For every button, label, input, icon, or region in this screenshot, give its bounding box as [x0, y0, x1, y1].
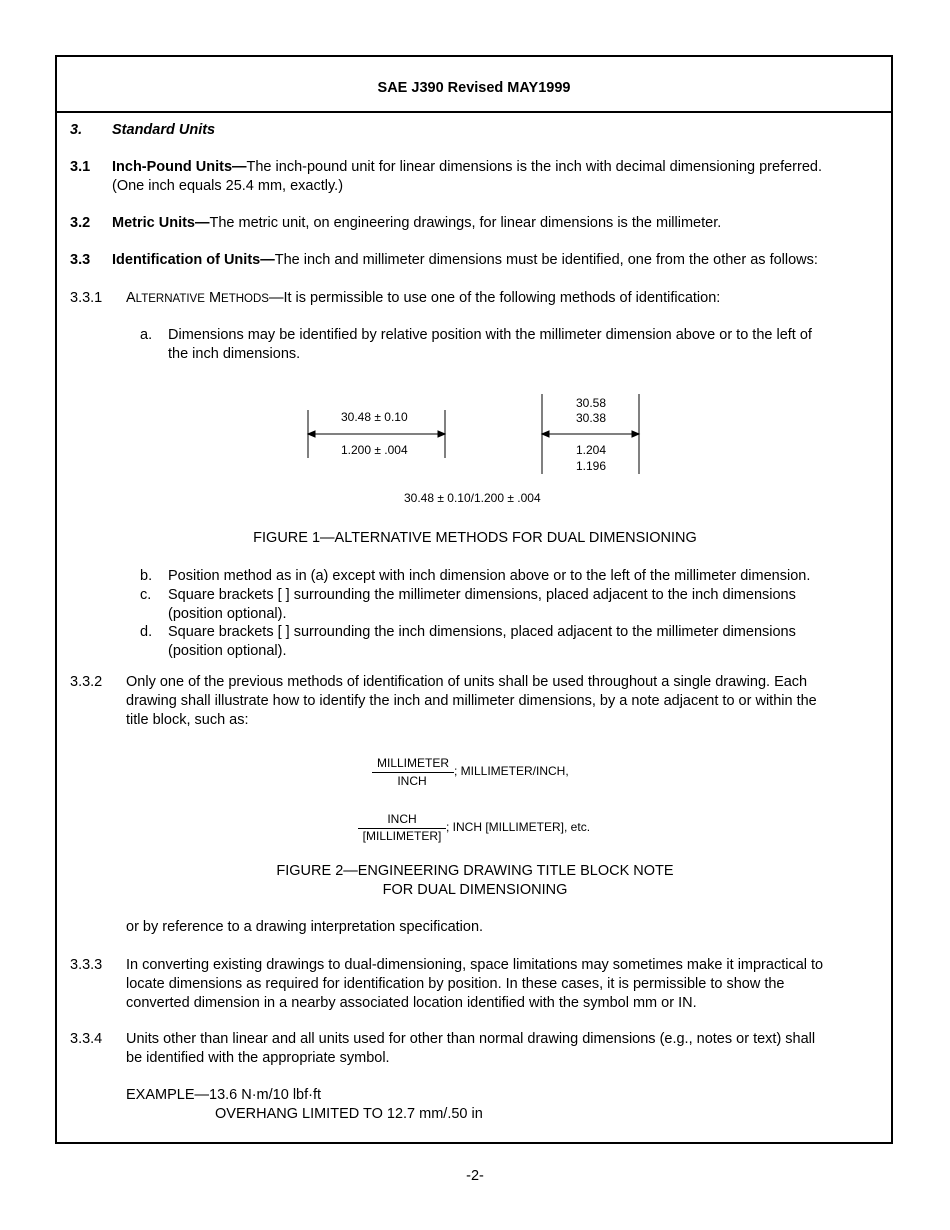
- list-d-line2: (position optional).: [168, 643, 287, 659]
- fig1-right-bottom2: 1.196: [576, 459, 607, 473]
- section-3-3-4-number: 3.3.4: [70, 1031, 103, 1047]
- list-b-label: b.: [140, 568, 153, 584]
- fig2-frac1-tail: ; MILLIMETER/INCH,: [454, 764, 569, 778]
- list-b-text: Position method as in (a) except with inch dimension above or to the left of the millimeter dimension.: [168, 568, 811, 584]
- section-3-1-number: 3.1: [70, 159, 91, 175]
- fig1-left-top: 30.48 ± 0.10: [341, 410, 408, 424]
- list-c-line2: (position optional).: [168, 606, 287, 622]
- section-3-3-4-line2: be identified with the appropriate symbol.: [126, 1050, 390, 1066]
- smallcaps-m: M: [208, 290, 222, 306]
- section-3-3-4-line1: Units other than linear and all units used for other than normal drawing dimensions (e.g., notes or text) shall: [126, 1031, 816, 1047]
- section-3-3-3-line1: In converting existing drawings to dual-dimensioning, space limitations may sometimes make it impractical to: [126, 957, 824, 973]
- section-3-3-1-text: It is permissible to use one of the following methods of identification:: [283, 290, 721, 306]
- fig1-inline: 30.48 ± 0.10/1.200 ± .004: [404, 491, 541, 505]
- fig1-right-bottom1: 1.204: [576, 443, 607, 457]
- smallcaps-a: A: [126, 290, 136, 306]
- section-3-3-2-number: 3.3.2: [70, 674, 103, 690]
- section-3-3-1-number: 3.3.1: [70, 290, 103, 306]
- figure-2-caption-line2: FOR DUAL DIMENSIONING: [382, 882, 568, 898]
- fig2-frac2-numerator: INCH: [387, 812, 417, 826]
- smallcaps-lternative: LTERNATIVE: [135, 293, 205, 305]
- fig1-right-top1: 30.58: [576, 396, 607, 410]
- section-3-3-number: 3.3: [70, 252, 91, 268]
- list-d-line1: Square brackets [ ] surrounding the inch dimensions, placed adjacent to the millimeter dimensions: [168, 624, 796, 640]
- section-3-3-2-line3: title block, such as:: [126, 712, 249, 728]
- figure-1-caption: FIGURE 1—ALTERNATIVE METHODS FOR DUAL DIMENSIONING: [253, 530, 697, 546]
- section-3-number: 3.: [70, 122, 83, 138]
- section-3-3-3-line2: locate dimensions as required for identification by position. In these cases, it is permissible to show the: [126, 976, 785, 992]
- section-3-3-1-dash: —: [268, 290, 284, 306]
- fig2-frac2-denominator: [MILLIMETER]: [362, 829, 442, 843]
- example-line1: EXAMPLE—13.6 N·m/10 lbf·ft: [126, 1087, 322, 1103]
- section-3-2-title: Metric Units—: [112, 215, 210, 231]
- section-3-3-line: [112, 251, 818, 270]
- smallcaps-ethods: ETHODS: [221, 293, 269, 305]
- section-3-1-text: The inch-pound unit for linear dimensions is the inch with decimal dimensioning preferred.: [246, 159, 822, 175]
- section-3-3-title: Identification of Units—: [112, 252, 275, 268]
- fig2-frac1-bar: [372, 772, 454, 773]
- section-3-2-text: The metric unit, on engineering drawings, for linear dimensions is the millimeter.: [209, 215, 722, 231]
- list-d-label: d.: [140, 624, 153, 640]
- section-3-3-3-line3: converted dimension in a nearby associated location identified with the symbol mm or IN.: [126, 995, 697, 1011]
- section-3-3-2-line1: Only one of the previous methods of identification of units shall be used throughout a single drawing. Each: [126, 674, 808, 690]
- header-title: SAE J390 Revised MAY1999: [57, 57, 891, 113]
- fig2-frac1-numerator: MILLIMETER: [376, 756, 449, 770]
- section-3-title: Standard Units: [112, 122, 216, 138]
- section-3-3-3-number: 3.3.3: [70, 957, 103, 973]
- section-3-1-title: Inch-Pound Units—: [112, 159, 247, 175]
- fig2-frac1-denominator: INCH: [397, 774, 427, 788]
- list-a-label: a.: [140, 327, 153, 343]
- fig1-left-bottom: 1.200 ± .004: [341, 443, 408, 457]
- list-a-line2: the inch dimensions.: [168, 346, 301, 362]
- section-3-3-2-tail: or by reference to a drawing interpretation specification.: [126, 919, 484, 935]
- section-3-2-line: [112, 214, 721, 233]
- list-c-label: c.: [140, 587, 152, 603]
- fig1-right-top2: 30.38: [576, 411, 607, 425]
- fig2-frac2-tail: ; INCH [MILLIMETER], etc.: [446, 820, 591, 834]
- page-number: -2-: [466, 1168, 484, 1184]
- example-line2: OVERHANG LIMITED TO 12.7 mm/.50 in: [215, 1106, 483, 1122]
- section-3-1-line2: (One inch equals 25.4 mm, exactly.): [112, 178, 344, 194]
- section-3-3-1-line: [126, 289, 720, 309]
- figure-2-caption-line1: FIGURE 2—ENGINEERING DRAWING TITLE BLOCK NOTE: [276, 863, 674, 879]
- list-c-line1: Square brackets [ ] surrounding the millimeter dimensions, placed adjacent to the inch dimensions: [168, 587, 796, 603]
- section-3-3-2-line2: drawing shall illustrate how to identify the inch and millimeter dimensions, by a note adjacent to or within the: [126, 693, 817, 709]
- section-3-3-text: The inch and millimeter dimensions must be identified, one from the other as follows:: [274, 252, 818, 268]
- section-3-2-number: 3.2: [70, 215, 91, 231]
- section-3-1-line1: [112, 158, 872, 177]
- list-a-line1: Dimensions may be identified by relative position with the millimeter dimension above or to the left of: [168, 327, 812, 343]
